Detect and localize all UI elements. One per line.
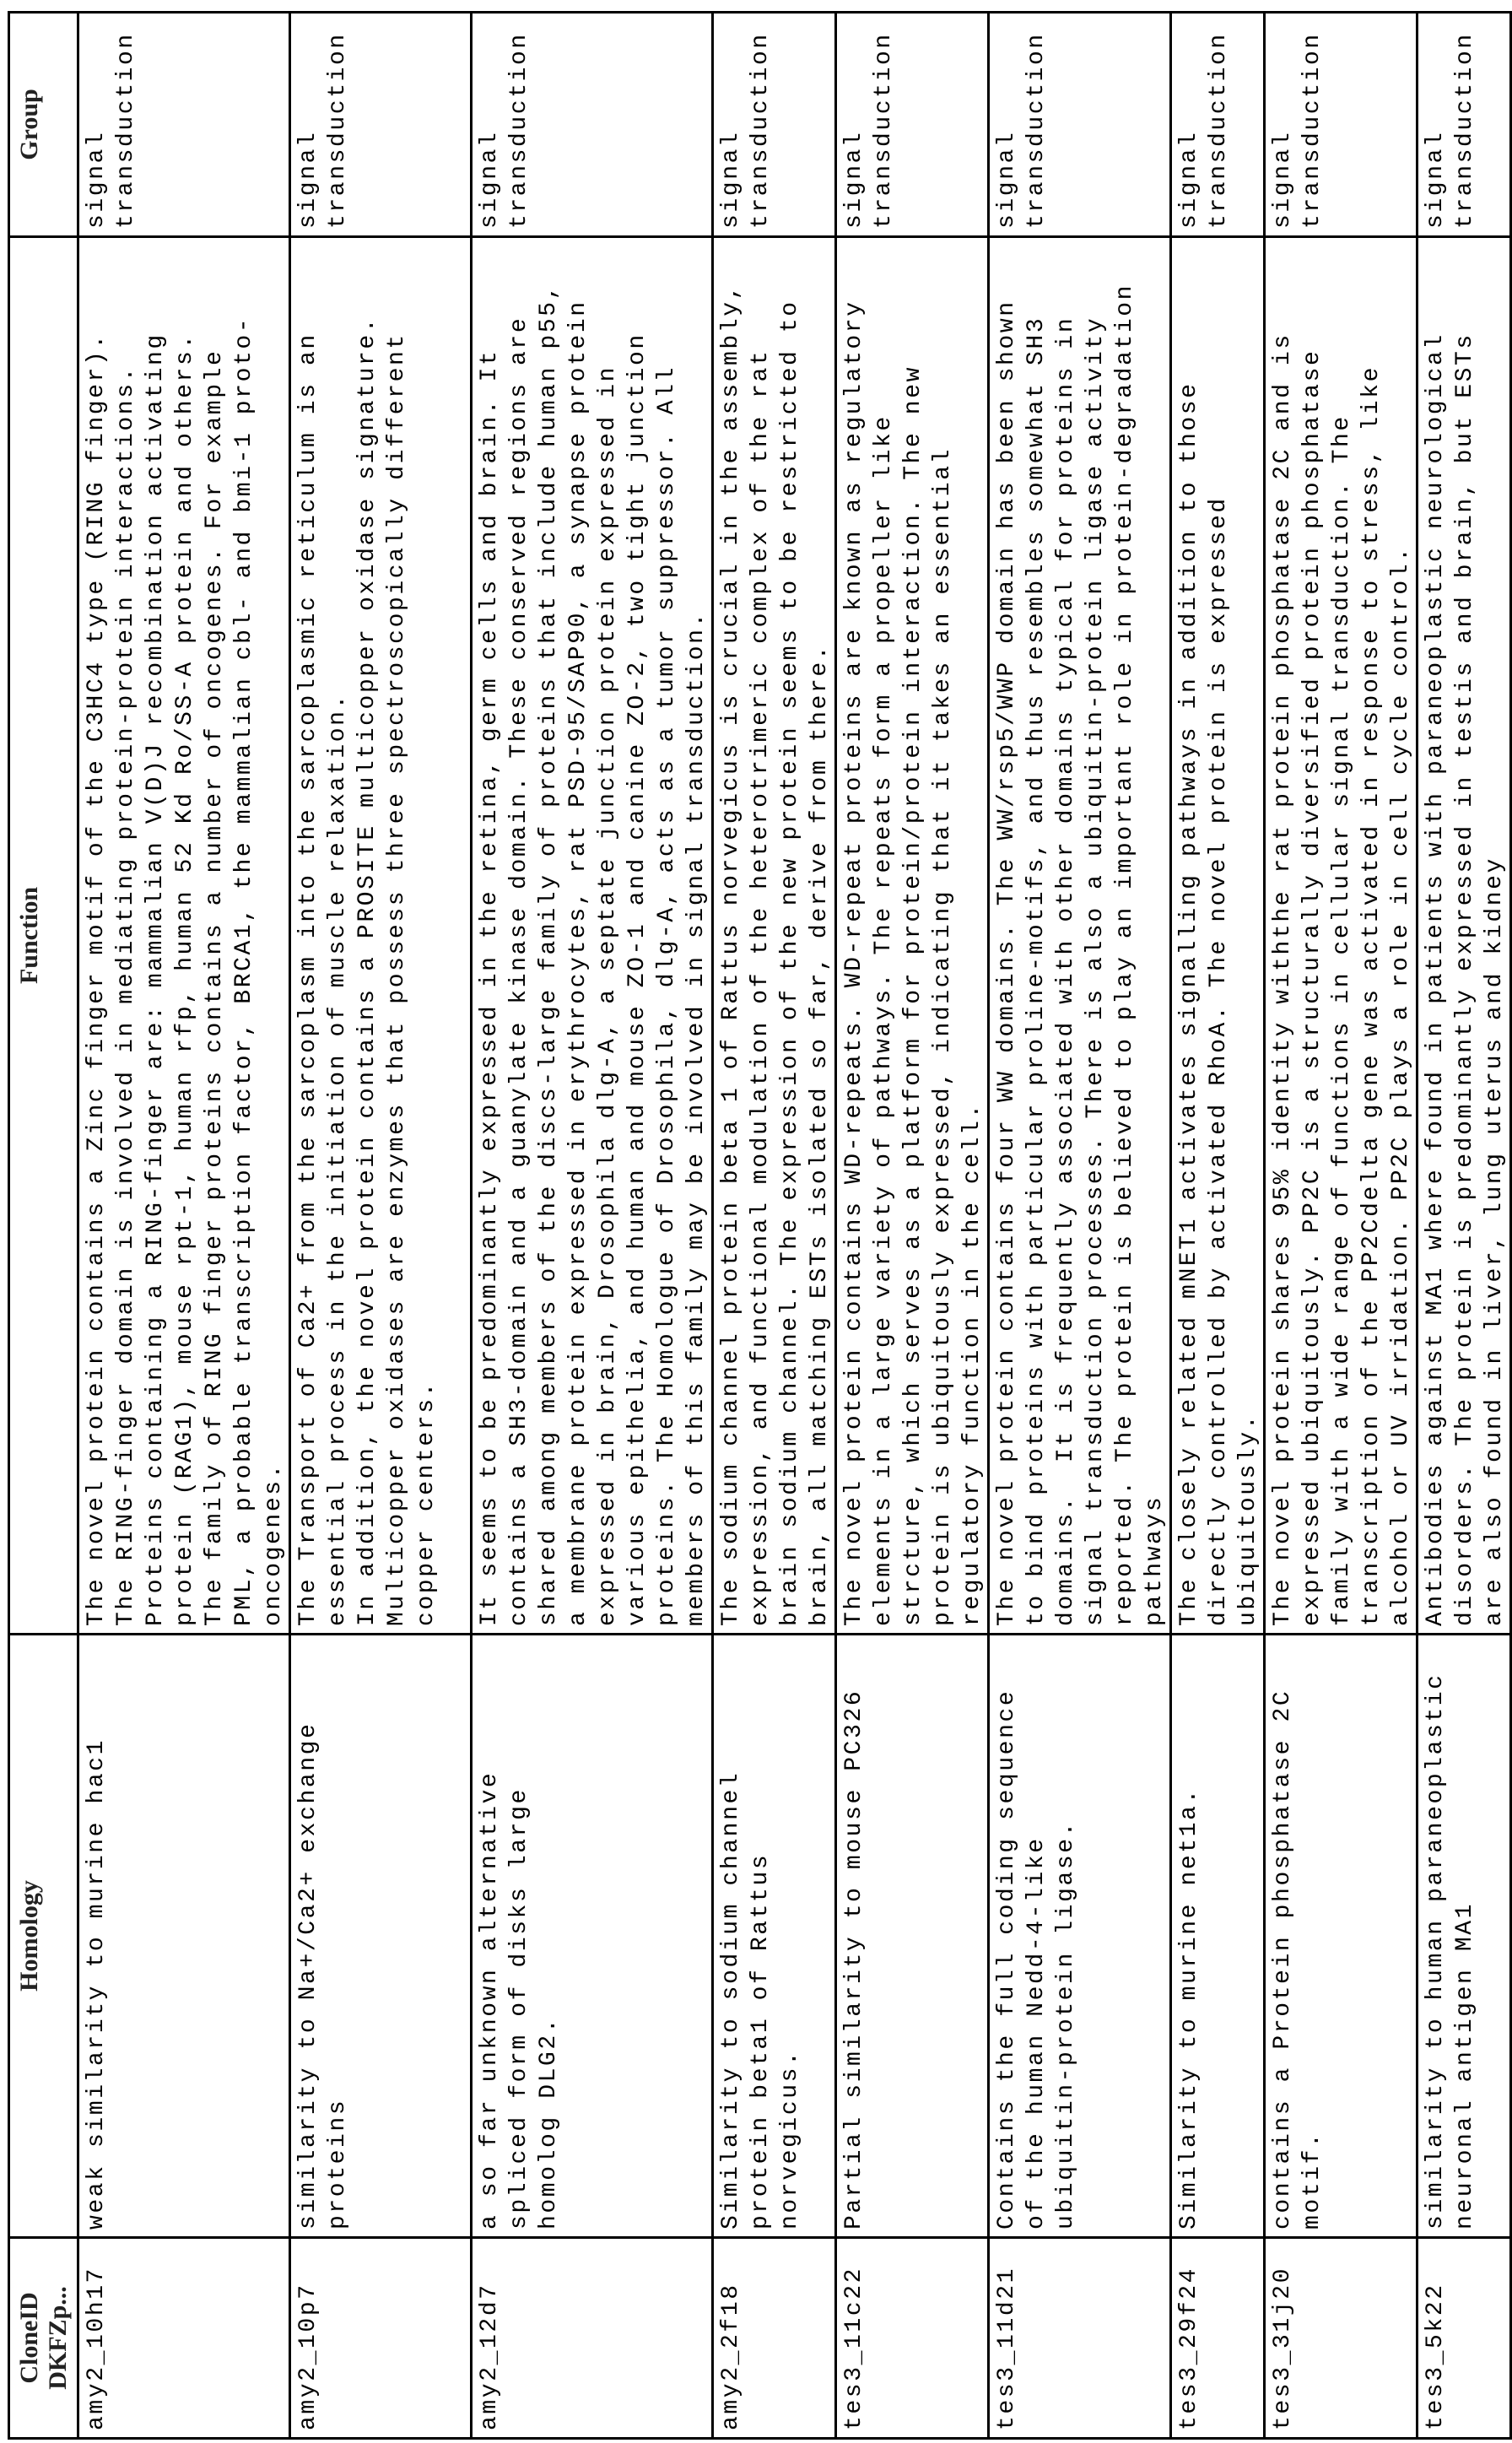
cell-clone-id: tes3_11d21: [989, 2238, 1171, 2439]
cell-homology: Contains the full coding sequence of the human Nedd-4-like ubiquitin-protein ligase.: [989, 1635, 1171, 2238]
table-header-row: [9, 13, 78, 2439]
cell-group: signal transduction: [989, 13, 1171, 237]
cell-group: signal transduction: [713, 13, 836, 237]
cell-function: The Transport of Ca2+ from the sarcoplasm into the sarcoplasmic reticulum is an essential process in the initiation of muscle relaxation. In addition, the novel protein contains a PROSITE multicopper oxidase signature. Multicopper oxidases are enzymes that possess three spectroscopically different copper centers.: [290, 237, 472, 1635]
cell-clone-id: amy2_12d7: [472, 2238, 713, 2439]
cell-homology: similarity to Na+/Ca2+ exchange proteins: [290, 1635, 472, 2238]
cell-homology: similarity to human paraneoplastic neuronal antigen MA1: [1418, 1635, 1511, 2238]
document-page: [0, 0, 1491, 2443]
cell-group: signal transduction: [836, 13, 989, 237]
cell-group: signal transduction: [1418, 13, 1511, 237]
cell-clone-id: tes3_5k22: [1418, 2238, 1511, 2439]
table-row: [78, 13, 290, 2439]
cell-homology: Similarity to murine net1a.: [1171, 1635, 1265, 2238]
cell-clone-id: tes3_11c22: [836, 2238, 989, 2439]
cell-clone-id: tes3_29f24: [1171, 2238, 1265, 2439]
clone-table: [8, 11, 1512, 2440]
cell-homology: a so far unknown alternative spliced form of disks large homolog DLG2.: [472, 1635, 713, 2238]
cell-function: The novel protein contains a Zinc finger motif of the C3HC4 type (RING finger). The RING-finger domain is involved in mediating protein-protein interactions. Proteins containing a RING-finger are: mammalian V(D)J recombination activating protein (RAG1), mouse rpt-1, human rfp, human 52 Kd Ro/SS-A protein and others. The family of RING finger proteins contains a number of oncogenes. For example PML, a probable transcription factor, BRCA1, the mammalian cbl- and bmi-1 proto- oncogenes.: [78, 237, 290, 1635]
cell-group: signal transduction: [1171, 13, 1265, 237]
cell-homology: contains a Protein phosphatase 2C motif.: [1265, 1635, 1418, 2238]
cell-function: The novel protein contains WD-repeats. WD-repeat proteins are known as regulatory elements in a large variety of pathways. The repeats form a propeller like strcture, which serves as a platform for protein/protein interaction. The new protein is ubiquitously expressed, indicating that it takes an essential regulatory function in the cell.: [836, 237, 989, 1635]
cell-clone-id: amy2_10h17: [78, 2238, 290, 2439]
cell-group: signal transduction: [1265, 13, 1418, 237]
table-row: [1171, 13, 1265, 2439]
cell-function: The novel protein shares 95% identity withthe rat protein phosphatase 2C and is expressed ubiquitously. PP2C is a structurally diversified protein phosphatase family with a wide range of functions in cellular signal transduction. The transcription of the PP2Cdelta gene was activated in response to stress, like alcohol or UV irridation. PP2C plays a role in cell cycle control.: [1265, 237, 1418, 1635]
cell-group: signal transduction: [472, 13, 713, 237]
header-function: Function: [9, 237, 78, 1635]
table-row: [836, 13, 989, 2439]
cell-clone-id: amy2_10p7: [290, 2238, 472, 2439]
cell-group: signal transduction: [290, 13, 472, 237]
header-group: Group: [9, 13, 78, 237]
cell-clone-id: tes3_31j20: [1265, 2238, 1418, 2439]
cell-function: The sodium channel protein beta 1 of Rattus norvegicus is crucial in the assembly, expression, and functional modulation of the heterotrimeric complex of the rat brain sodium channel. The expression of the new protein seems to be restricted to brain, all matching ESTs isolated so far, derive from there.: [713, 237, 836, 1635]
cell-function: Antibodies against MA1 where found in patients with paraneoplastic neurological disorders. The protein is predominantly expressed in testis and brain, but ESTs are also found in liver, lung uterus and kidney: [1418, 237, 1511, 1635]
cell-function: The closely related mNET1 activates signalling pathways in addition to those directly controlled by activated RhoA. The novel protein is expressed ubiquitously.: [1171, 237, 1265, 1635]
table-row: [989, 13, 1171, 2439]
cell-group: signal transduction: [78, 13, 290, 237]
cell-homology: Similarity to sodium channel protein beta1 of Rattus norvegicus.: [713, 1635, 836, 2238]
cell-function: The novel protein contains four WW domains. The WW/rsp5/WWP domain has been shown to bind proteins with particular proline-motifs, and thus resembles somewhat SH3 domains. It is frequently associated with other domains typical for proteins in signal transduction processes. There is also a ubiquitin-protein ligase activity reported. The protein is believed to play an important role in protein-degradation pathways: [989, 237, 1171, 1635]
cell-clone-id: amy2_2f18: [713, 2238, 836, 2439]
table-row: [472, 13, 713, 2439]
cell-homology: Partial similarity to mouse PC326: [836, 1635, 989, 2238]
table-row: [1418, 13, 1511, 2439]
cell-function: It seems to be predominantly expressed in the retina, germ cells and brain. It contains a SH3-domain and a guanylate kinase domain. These conserved regions are shared among members of the discs-large family of proteins that include human p55, a membrane protein expressed in erythrocytes, rat PSD-95/SAP90, a synapse protein expressed in brain, Drosophila dlg-A, a septate junction protein expressed in various epithelia, and human and mouse ZO-1 and canine ZO-2, two tight junction proteins. The Homologue of Drosophila, dlg-A, acts as a tumor suppressor. All members of this family may be involved in signal transduction.: [472, 237, 713, 1635]
table-row: [713, 13, 836, 2439]
header-clone-id: CloneID DKFZp...: [9, 2238, 78, 2439]
table-row: [1265, 13, 1418, 2439]
table-row: [290, 13, 472, 2439]
header-homology: Homology: [9, 1635, 78, 2238]
table-body: [78, 13, 1511, 2439]
cell-homology: weak similarity to murine hac1: [78, 1635, 290, 2238]
